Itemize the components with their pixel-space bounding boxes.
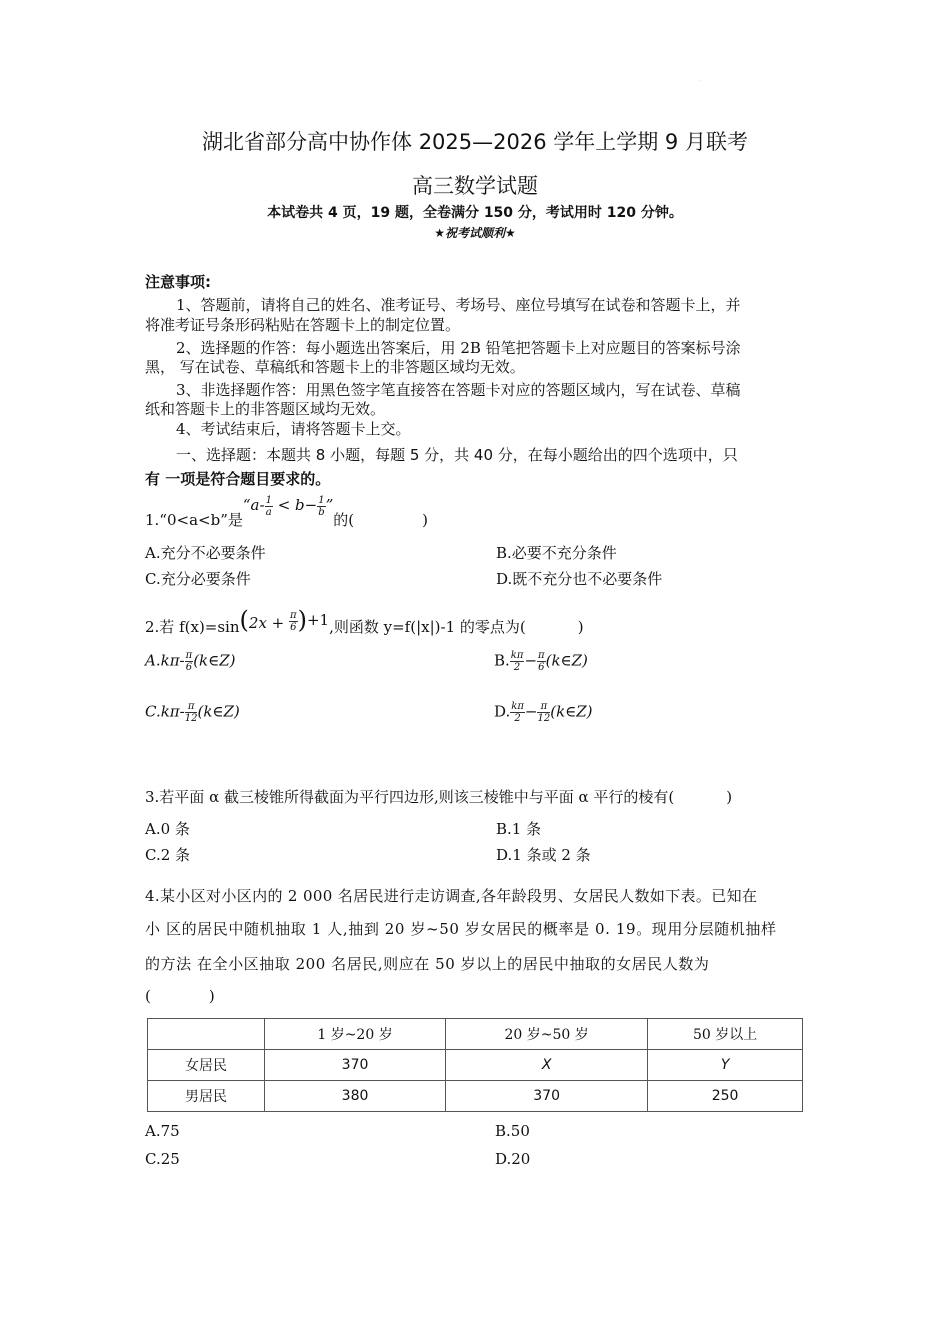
q2-frac-num: π	[290, 609, 297, 621]
table-cell: 370	[446, 1081, 648, 1112]
q2-option-d-frac-1	[510, 701, 525, 724]
q1-prefix: 1.“0<a<b”是	[145, 511, 243, 529]
q3-stem-text: 3.若平面 α 截三棱锥所得截面为平行四边形,则该三棱锥中与平面 α 平行的棱有(	[145, 788, 675, 806]
q3-option-a: A.0 条	[145, 820, 190, 838]
q1-condition	[242, 494, 334, 518]
q2-option-c-pre: C.kπ-	[145, 702, 185, 721]
exam-subtitle: 高三数学试题	[412, 174, 538, 198]
table-row-label: 女居民	[148, 1050, 265, 1081]
q2-option-b-mid: −	[524, 651, 538, 670]
q2-frac-den: 6	[290, 621, 297, 633]
q4-option-d: D.20	[495, 1150, 531, 1168]
q1-stem	[145, 496, 428, 540]
table-header-cell: 50 岁以上	[648, 1019, 803, 1050]
q2-paren-open: (	[239, 606, 249, 634]
table-cell: 370	[265, 1050, 446, 1081]
notice-item-2-line-2: 黑， 写在试卷、草稿纸和答题卡上的非答题区域均无效。	[145, 358, 525, 376]
q4-option-b: B.50	[495, 1122, 530, 1140]
q2-stem	[145, 603, 584, 639]
q2-option-a-num: π	[185, 650, 193, 661]
q3-stem	[145, 786, 732, 807]
exam-info: 本试卷共 4 页，19 题，全卷满分 150 分，考试用时 120 分钟。	[267, 205, 683, 221]
q2-prefix: 2.若 f(x)=sin	[145, 618, 240, 636]
table-cell: X	[446, 1050, 648, 1081]
q2-option-a-post: (k∈Z)	[193, 651, 236, 670]
q2-option-a-den: 6	[185, 662, 193, 673]
q4-open: (	[145, 987, 151, 1005]
q2-option-d-den-2: 12	[537, 713, 551, 724]
q1-frac-1-num: 1	[265, 494, 272, 506]
table-header-cell: 20 岁~50 岁	[446, 1019, 648, 1050]
q4-close: )	[208, 987, 215, 1005]
q1-option-b: B.必要不充分条件	[496, 544, 617, 562]
q2-option-c-num: π	[185, 701, 198, 713]
notice-heading: 注意事项:	[145, 273, 211, 291]
q4-option-c: C.25	[145, 1150, 180, 1168]
table-row-label: 男居民	[148, 1081, 265, 1112]
table-header-cell: 1 岁~20 岁	[265, 1019, 446, 1050]
q3-option-d: D.1 条或 2 条	[496, 846, 591, 864]
q2-option-b-den-1: 2	[513, 662, 521, 673]
q1-frac-2-den: b	[318, 506, 325, 518]
q1-frac-2	[317, 495, 325, 518]
exam-title: 湖北省部分高中协作体 2025—2026 学年上学期 9 月联考	[202, 130, 748, 154]
q4-stem-line-1: 4.某小区对小区内的 2 000 名居民进行走访调查,各年龄段男、女居民人数如下表。已知在	[145, 887, 758, 905]
table-cell: 380	[265, 1081, 446, 1112]
notice-item-3-line-1: 3、非选择题作答：用黑色签字笔直接答在答题卡对应的答题区域内，写在试卷、草稿	[176, 381, 741, 399]
q2-option-b-frac-2	[537, 650, 546, 673]
q1-quote-open: “	[242, 496, 251, 514]
notice-item-4: 4、考试结束后，请将答题卡上交。	[176, 420, 411, 438]
q1-quote-close: ”	[325, 496, 334, 514]
q1-frac-1-den: a	[265, 506, 272, 518]
q2-option-b	[494, 650, 588, 673]
section-1-line-1: 一、选择题：本题共 8 小题，每题 5 分，共 40 分，在每小题给出的四个选项中，只	[176, 446, 738, 464]
q1-option-a: A.充分不必要条件	[145, 544, 266, 562]
notice-item-3-line-2: 纸和答题卡上的非答题区域均无效。	[145, 400, 386, 418]
q2-option-a	[145, 650, 236, 673]
q4-stem-line-4	[145, 987, 215, 1005]
scan-dot: ·	[700, 78, 702, 85]
table-header-row	[148, 1019, 803, 1050]
q2-option-b-pre: B.	[494, 651, 510, 670]
q2-plus1: +1	[306, 611, 330, 629]
q3-close: )	[726, 788, 733, 806]
q2-option-d-den-1: 2	[514, 713, 521, 724]
q2-option-b-num-1: kπ	[510, 650, 524, 661]
notice-item-1-line-2: 将准考证号条形码粘贴在答题卡上的制定位置。	[145, 316, 461, 334]
q1-option-d: D.既不充分也不必要条件	[496, 570, 663, 588]
q2-close: )	[577, 618, 584, 636]
q2-inner: 2x +	[248, 614, 290, 632]
notice-item-2-line-1: 2、选择题的作答：每小题选出答案后，用 2B 铅笔把答题卡上对应题目的答案标号涂	[176, 339, 741, 357]
q1-lt: < b−	[272, 496, 318, 514]
table-header-cell	[148, 1019, 265, 1050]
q4-stem-line-3: 的方法 在全小区抽取 200 名居民,则应在 50 岁以上的居民中抽取的女居民人数为	[145, 955, 710, 973]
q1-option-c: C.充分必要条件	[145, 570, 251, 588]
q4-table	[147, 1018, 803, 1112]
q4-option-a: A.75	[145, 1122, 180, 1140]
table-cell: 250	[648, 1081, 803, 1112]
table-row	[148, 1081, 803, 1112]
q2-option-d-num-1: kπ	[511, 701, 524, 712]
q2-option-b-post: (k∈Z)	[545, 651, 588, 670]
q2-option-b-num-2: π	[538, 650, 545, 661]
q2-option-a-frac	[185, 650, 194, 673]
table-cell: Y	[648, 1050, 803, 1081]
q2-option-b-den-2: 6	[538, 662, 545, 673]
q2-frac	[289, 610, 298, 633]
q4-stem-line-2: 小 区的居民中随机抽取 1 人,抽到 20 岁~50 岁女居民的概率是 0. 19。现用分层随机抽样	[145, 920, 777, 938]
q2-option-c	[145, 701, 240, 724]
q2-option-a-pre: A.kπ-	[145, 651, 185, 670]
q3-option-c: C.2 条	[145, 846, 191, 864]
q1-close: )	[422, 511, 428, 529]
q2-option-c-post: (k∈Z)	[197, 702, 240, 721]
q2-option-d-mid: −	[524, 702, 538, 721]
q3-option-b: B.1 条	[496, 820, 542, 838]
q2-option-d	[494, 701, 593, 724]
q2-option-c-frac	[185, 701, 198, 724]
q2-option-d-pre: D.	[494, 702, 511, 721]
notice-item-1-line-1: 1、答题前，请将自己的姓名、准考证号、考场号、座位号填写在试卷和答题卡上，并	[176, 296, 741, 314]
q2-option-d-num-2: π	[537, 701, 550, 713]
exam-wish: ★祝考试顺利★	[434, 226, 516, 240]
q2-option-b-frac-1	[510, 650, 525, 673]
q2-suffix: ,则函数 y=f(|x|)-1 的零点为(	[329, 618, 526, 636]
q2-option-c-den: 12	[184, 713, 198, 724]
q1-suffix: 的(	[333, 511, 355, 529]
section-1-line-2: 有 一项是符合题目要求的。	[145, 470, 331, 488]
q2-option-d-frac-2	[537, 701, 550, 724]
q2-option-d-post: (k∈Z)	[550, 702, 593, 721]
q1-frac-1	[265, 495, 273, 518]
q1-a-part: a-	[250, 496, 265, 514]
q1-frac-2-num: 1	[318, 494, 325, 506]
table-row	[148, 1050, 803, 1081]
q2-paren-close: )	[297, 606, 307, 634]
